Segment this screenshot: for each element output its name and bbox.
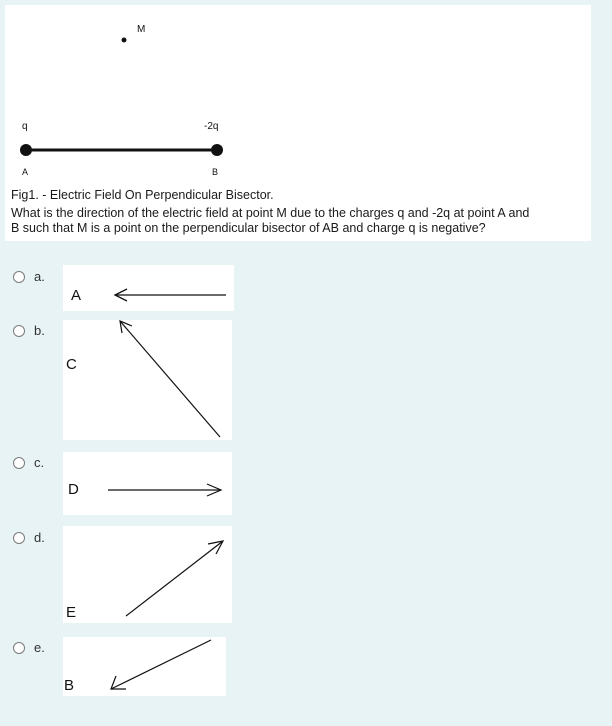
figure-caption: Fig1. - Electric Field On Perpendicular Bisector. [11, 188, 274, 202]
option-b-arrow-label: C [66, 356, 77, 373]
question-text-line1: What is the direction of the electric field at point M due to the charges q and -2q at point A and [11, 206, 530, 220]
question-box [5, 5, 591, 241]
option-a-radio[interactable] [13, 271, 25, 283]
option-d-radio[interactable] [13, 532, 25, 544]
option-c-radio[interactable] [13, 457, 25, 469]
option-d-arrow-label: E [66, 604, 77, 621]
question-text-line2: B such that M is a point on the perpendicular bisector of AB and charge q is negative? [11, 221, 486, 235]
option-a-image [63, 265, 234, 311]
charge-b-dot [211, 144, 223, 156]
option-c-letter[interactable]: c. [34, 455, 45, 470]
option-b-radio[interactable] [13, 325, 25, 337]
option-c-arrow-label: D [68, 481, 79, 498]
figure-diagram [5, 5, 235, 185]
charge-b-label: -2q [204, 121, 219, 132]
end-b-label: B [212, 167, 219, 177]
option-a-letter[interactable]: a. [34, 269, 45, 284]
option-d-arrow [126, 541, 223, 616]
option-e-arrow-label: B [64, 677, 75, 694]
option-e-arrow [111, 640, 211, 689]
charge-a-dot [20, 144, 32, 156]
point-m-dot [122, 38, 127, 43]
option-e-letter[interactable]: e. [34, 640, 45, 655]
option-e-image [63, 637, 226, 696]
point-m-label: M [137, 24, 146, 35]
option-e-radio[interactable] [13, 642, 25, 654]
option-d-letter[interactable]: d. [34, 530, 45, 545]
charge-a-label: q [22, 121, 28, 132]
option-b-letter[interactable]: b. [34, 323, 45, 338]
option-b-arrow [120, 321, 220, 437]
end-a-label: A [22, 167, 29, 177]
option-a-arrow-label: A [71, 287, 82, 304]
option-b-image [63, 320, 232, 440]
option-d-image [63, 526, 232, 623]
option-c-image [63, 452, 232, 515]
